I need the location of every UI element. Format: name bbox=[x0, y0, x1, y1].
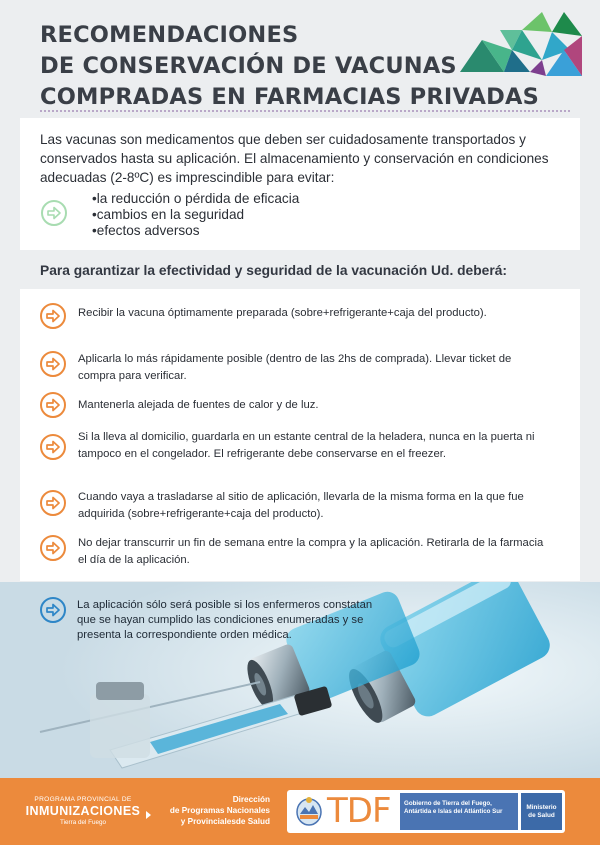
intro-box bbox=[20, 118, 580, 250]
bullet-item: •efectos adversos bbox=[92, 223, 200, 238]
arrow-right-circle-icon bbox=[40, 303, 66, 329]
footer bbox=[0, 778, 600, 845]
program-top-label: PROGRAMA PROVINCIAL DE bbox=[34, 796, 132, 803]
arrow-right-circle-icon bbox=[40, 351, 66, 377]
government-label: Gobierno de Tierra del Fuego, Antártida e Islas del Atlántico Sur bbox=[400, 793, 518, 830]
arrow-right-circle-icon bbox=[40, 535, 66, 561]
government-banner bbox=[287, 790, 565, 833]
direccion-line-2: de Programas Nacionales bbox=[169, 806, 270, 815]
intro-bullets bbox=[92, 191, 299, 239]
list-item-text: Recibir la vacuna óptimamente preparada (sobre+refrigerante+caja del producto). bbox=[78, 307, 487, 319]
title-line-2: DE CONSERVACIÓN DE VACUNAS bbox=[40, 53, 457, 79]
bullet-item: •la reducción o pérdida de eficacia bbox=[92, 191, 300, 206]
title-divider bbox=[40, 110, 570, 112]
program-logo bbox=[18, 796, 148, 826]
bullet-item: •cambios en la seguridad bbox=[92, 207, 245, 222]
section-subheading: Para garantizar la efectividad y seguridad de la vacunación Ud. deberá: bbox=[40, 263, 507, 278]
recommendations-box bbox=[20, 289, 580, 581]
program-region: Tierra del Fuego bbox=[60, 819, 106, 826]
brand-logo-icon bbox=[460, 10, 582, 82]
arrow-right-circle-icon bbox=[41, 200, 67, 226]
arrow-right-circle-icon bbox=[40, 490, 66, 516]
arrow-right-circle-icon bbox=[40, 392, 66, 418]
list-item-text: Si la lleva al domicilio, guardarla en un estante central de la heladera, nunca en la puerta ni tampoco en el congelador. El refrigerante debe conservarse en el freezer. bbox=[78, 431, 535, 460]
list-item-text: Aplicarla lo más rápidamente posible (dentro de las 2hs de comprada). Llevar ticket de compra para verificar. bbox=[78, 353, 512, 382]
intro-text: Las vacunas son medicamentos que deben ser cuidadosamente transportados y conservados hasta su aplicación. El almacenamiento y conservación en condiciones adecuadas (2-8ºC) es imprescindible para evitar: bbox=[40, 132, 549, 185]
direccion-line-1: Dirección bbox=[232, 795, 270, 804]
direccion-label bbox=[150, 794, 270, 827]
tdf-logo: TDF bbox=[327, 791, 391, 831]
list-item-text: Cuando vaya a trasladarse al sitio de aplicación, llevarla de la misma forma en la que fue adquirida (sobre+refrigerante+caja del producto). bbox=[78, 491, 524, 520]
final-note: La aplicación sólo será posible si los enfermeros constatan que se hayan cumplido las condiciones enumeradas y se presenta la correspondiente orden médica. bbox=[77, 599, 373, 642]
province-seal-icon bbox=[295, 796, 323, 827]
ministry-label bbox=[521, 793, 562, 830]
direccion-line-3: y Provincialesde Salud bbox=[180, 817, 270, 826]
list-item-text: Mantenerla alejada de fuentes de calor y de luz. bbox=[78, 399, 319, 411]
list-item-text: No dejar transcurrir un fin de semana entre la compra y la aplicación. Retirarla de la farmacia el día de la aplicación. bbox=[78, 537, 544, 566]
arrow-right-circle-icon bbox=[40, 434, 66, 460]
title-line-1: RECOMENDACIONES bbox=[40, 22, 299, 48]
arrow-right-circle-icon bbox=[40, 597, 66, 623]
vial-shape bbox=[90, 682, 150, 758]
ministry-line-1: Ministerio bbox=[526, 804, 557, 811]
program-name: INMUNIZACIONES bbox=[25, 804, 141, 818]
title-line-3: COMPRADAS EN FARMACIAS PRIVADAS bbox=[40, 84, 540, 110]
ministry-line-2: de Salud bbox=[528, 812, 555, 819]
